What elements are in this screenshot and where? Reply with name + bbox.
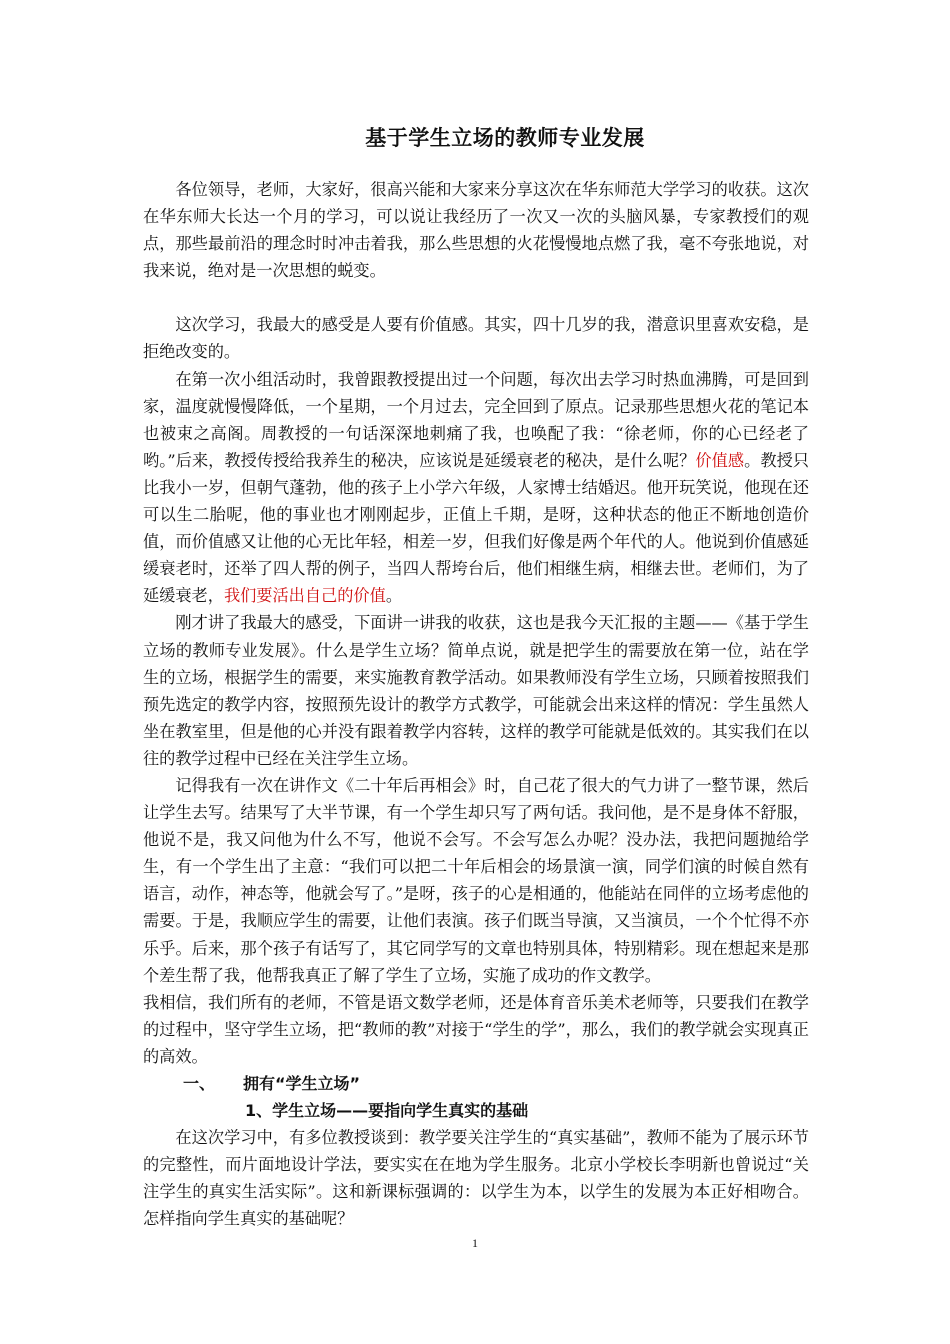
story-text-a: 在第一次小组活动时，我曾跟教授提出过一个问题，每次出去学习时热血沸腾，可是回到家，温度就慢慢降低，一个星期，一个月过去，完全回到了原点。记录那些思想火花的笔记本也被束之高阁。周教授的一句话深深地刺痛了我，也唤配了我：“徐老师，你的心已经老了哟。”后来，教授传授给我养生的秘决，应该说是延缓衰老的秘决，是什么呢？ (143, 369, 809, 470)
blank-line (143, 284, 809, 311)
highlight-value-sense: 价值感 (695, 450, 745, 470)
paragraph-composition-story: 记得我有一次在讲作文《二十年后再相会》时，自己花了很大的气力讲了一整节课，然后让学生去写。结果写了大半节课，有一个学生却只写了两句话。我问他，是不是身体不舒服，他说不是，我又问他为什么不写，他说不会写。不会写怎么办呢？没办法，我把问题抛给学生，有一个学生出了主意：“我们可以把二十年后相会的场景演一演，同学们演的时候自然有语言，动作，神态等，他就会写了。”是呀，孩子的心是相通的，他能站在同伴的立场考虑他的需要。于是，我顺应学生的需要，让他们表演。孩子们既当导演，又当演员，一个个忙得不亦乐乎。后来，那个孩子有话写了，其它同学写的文章也特别具体，特别精彩。现在想起来是那个差生帮了我，他帮我真正了解了学生了立场，实施了成功的作文教学。 (143, 775, 809, 985)
section-number: 一、 (183, 1074, 216, 1093)
paragraph-belief: 我相信，我们所有的老师，不管是语文数学老师，还是体育音乐美术老师等，只要我们在教学的过程中，坚守学生立场，把“教师的教”对接于“学生的学”，那么，我们的教学就会实现真正的高效。 (143, 992, 809, 1066)
paragraph-real-basis: 在这次学习中，有多位教授谈到：教学要关注学生的“真实基础”，教师不能为了展示环节的完整性，而片面地设计学法，要实实在在地为学生服务。北京小学校长李明新也曾说过“关注学生的真实生活实际”。这和新课标强调的：以学生为本，以学生的发展为本正好相吻合。怎样指向学生真实的基础呢？ (143, 1128, 809, 1229)
paragraph-student-stance: 刚才讲了我最大的感受，下面讲一讲我的收获，这也是我今天汇报的主题——《基于学生立场的教师专业发展》。什么是学生立场？简单点说，就是把学生的需要放在第一位，站在学生的立场，根据学生的需要，来实施教育教学活动。如果教师没有学生立场，只顾着按照我们预先选定的教学内容，按照预先设计的教学方式教学，可能就会出来这样的情况：学生虽然人坐在教室里，但是他的心并没有跟着教学内容转，这样的教学可能就是低效的。其实我们在以往的教学过程中已经在关注学生立场。 (143, 613, 809, 768)
page-number: 1 (472, 1236, 478, 1250)
paragraph-story (143, 366, 809, 610)
section-heading-text: 拥有“学生立场” (243, 1074, 361, 1093)
section-heading-1 (143, 1070, 809, 1097)
story-text-b: 。教授只比我小一岁，但朝气蓬勃，他的孩子上小学六年级，人家博士结婚迟。他开玩笑说，他现在还可以生二胎呢，他的事业也才刚刚起步，正值上千期，是呀，这种状态的他正不断地创造价值，而价值感又让他的心无比年轻，相差一岁，但我们好像是两个年代的人。他说到价值感延缓衰老时，还举了四人帮的例子，当四人帮垮台后，他们相继生病，相继去世。老师们，为了延缓衰老， (143, 450, 809, 606)
paragraph-intro: 各位领导，老师，大家好，很高兴能和大家来分享这次在华东师范大学学习的收获。这次在华东师大长达一个月的学习，可以说让我经历了一次又一次的头脑风暴，专家教授们的观点，那些最前沿的理念时时冲击着我，那么些思想的火花慢慢地点燃了我，毫不夸张地说，对我来说，绝对是一次思想的蜕变。 (143, 180, 809, 281)
story-text-c: 。 (385, 586, 402, 606)
document-body (143, 176, 809, 1233)
document-title: 基于学生立场的教师专业发展 (365, 126, 645, 150)
subsection-heading-1: 1、学生立场——要指向学生真实的基础 (245, 1101, 529, 1121)
paragraph-feeling: 这次学习，我最大的感受是人要有价值感。其实，四十几岁的我，潜意识里喜欢安稳，是拒绝改变的。 (143, 315, 809, 362)
highlight-live-value: 我们要活出自己的价值 (223, 586, 386, 606)
